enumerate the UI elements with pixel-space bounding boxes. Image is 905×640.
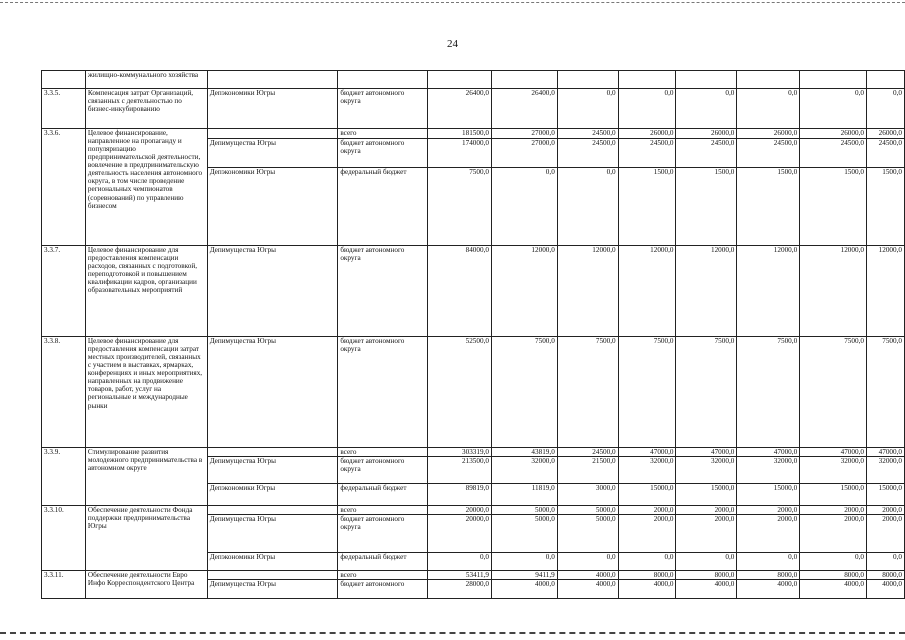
amount-cell: 24500,0	[557, 129, 618, 139]
amount-cell	[866, 71, 904, 89]
executor-cell: Депимущества Югры	[207, 457, 338, 484]
amount-cell: 0,0	[800, 553, 867, 571]
executor-cell	[207, 571, 338, 580]
table-row	[42, 129, 905, 139]
amount-cell: 89819,0	[428, 484, 492, 506]
item-name-cell: Целевое финансирование для предоставления компенсации затрат местных производителей, связанных с участием в выставках, ярмарках, конференциях и иных мероприятиях, направленных на продвижение товаров, работ, услуг на региональные и международные рынки	[85, 337, 207, 448]
amount-cell: 0,0	[618, 553, 676, 571]
amount-cell: 2000,0	[866, 515, 904, 553]
amount-cell: 1500,0	[866, 168, 904, 246]
amount-cell: 7500,0	[428, 168, 492, 246]
amount-cell: 2000,0	[800, 515, 867, 553]
amount-cell: 8000,0	[676, 571, 737, 580]
executor-cell: Депимущества Югры	[207, 337, 338, 448]
amount-cell: 4000,0	[737, 580, 800, 599]
amount-cell: 0,0	[491, 168, 557, 246]
amount-cell: 12000,0	[491, 246, 557, 337]
amount-cell	[676, 71, 737, 89]
executor-cell: Депимущества Югры	[207, 515, 338, 553]
amount-cell: 4000,0	[618, 580, 676, 599]
amount-cell: 7500,0	[618, 337, 676, 448]
amount-cell: 12000,0	[866, 246, 904, 337]
amount-cell: 5000,0	[491, 506, 557, 515]
item-name-cell: Целевое финансирование для предоставления компенсации расходов, связанных с подготовкой, переподготовкой и повышением квалификации кадров, организации образовательных мероприятий	[85, 246, 207, 337]
amount-cell: 181500,0	[428, 129, 492, 139]
table-row	[42, 571, 905, 580]
amount-cell: 27000,0	[491, 129, 557, 139]
table-row	[42, 448, 905, 457]
executor-cell: Депимущества Югры	[207, 139, 338, 168]
amount-cell: 26400,0	[491, 89, 557, 129]
amount-cell: 174000,0	[428, 139, 492, 168]
funding-source-cell: федеральный бюджет	[338, 484, 428, 506]
item-name-cell: жилищно-коммунального хозяйства	[85, 71, 207, 89]
item-number-cell	[42, 71, 86, 89]
amount-cell: 26000,0	[618, 129, 676, 139]
amount-cell: 0,0	[491, 553, 557, 571]
funding-source-cell: бюджет автономного округа	[338, 246, 428, 337]
amount-cell: 0,0	[866, 553, 904, 571]
executor-cell: Депимущества Югры	[207, 580, 338, 599]
amount-cell: 12000,0	[737, 246, 800, 337]
item-number-cell: 3.3.6.	[42, 129, 86, 246]
amount-cell: 5000,0	[557, 506, 618, 515]
funding-source-cell: бюджет автономного округа	[338, 139, 428, 168]
amount-cell: 4000,0	[491, 580, 557, 599]
amount-cell: 52500,0	[428, 337, 492, 448]
executor-cell: Депэкономики Югры	[207, 89, 338, 129]
amount-cell: 4000,0	[557, 571, 618, 580]
amount-cell: 0,0	[800, 89, 867, 129]
amount-cell: 8000,0	[800, 571, 867, 580]
amount-cell: 0,0	[618, 89, 676, 129]
amount-cell: 0,0	[428, 553, 492, 571]
item-name-cell: Обеспечение деятельности Фонда поддержки предпринимательства Югры	[85, 506, 207, 571]
amount-cell: 53411,9	[428, 571, 492, 580]
funding-source-cell: бюджет автономного	[338, 580, 428, 599]
amount-cell: 7500,0	[800, 337, 867, 448]
amount-cell: 0,0	[737, 553, 800, 571]
amount-cell: 303319,0	[428, 448, 492, 457]
amount-cell: 0,0	[557, 168, 618, 246]
amount-cell: 2000,0	[676, 506, 737, 515]
table-row	[42, 506, 905, 515]
amount-cell: 5000,0	[491, 515, 557, 553]
amount-cell: 24500,0	[557, 139, 618, 168]
item-name-cell: Стимулирование развития молодежного предпринимательства в автономном округе	[85, 448, 207, 506]
amount-cell: 0,0	[676, 553, 737, 571]
amount-cell: 0,0	[866, 89, 904, 129]
executor-cell: Депимущества Югры	[207, 246, 338, 337]
amount-cell: 32000,0	[618, 457, 676, 484]
amount-cell: 1500,0	[618, 168, 676, 246]
funding-source-cell: бюджет автономного округа	[338, 515, 428, 553]
executor-cell: Депэкономики Югры	[207, 168, 338, 246]
budget-table	[41, 70, 905, 599]
funding-source-cell: всего	[338, 129, 428, 139]
table-row	[42, 246, 905, 337]
amount-cell: 24500,0	[866, 139, 904, 168]
amount-cell: 4000,0	[557, 580, 618, 599]
executor-cell	[207, 506, 338, 515]
amount-cell: 3000,0	[557, 484, 618, 506]
funding-source-cell: всего	[338, 571, 428, 580]
amount-cell: 2000,0	[866, 506, 904, 515]
item-number-cell: 3.3.9.	[42, 448, 86, 506]
funding-source-cell: федеральный бюджет	[338, 168, 428, 246]
amount-cell: 7500,0	[737, 337, 800, 448]
amount-cell: 4000,0	[676, 580, 737, 599]
funding-source-cell: федеральный бюджет	[338, 553, 428, 571]
amount-cell: 15000,0	[866, 484, 904, 506]
item-name-cell: Целевое финансирование, направленное на пропаганду и популяризацию предпринимательской деятельности, вовлечение в предпринимательскую деятельность населения автономного округа, в том числе проведение региональных чемпионатов (соревнований) по управлению бизнесом	[85, 129, 207, 246]
amount-cell: 4000,0	[800, 580, 867, 599]
amount-cell: 28000,0	[428, 580, 492, 599]
amount-cell: 2000,0	[737, 506, 800, 515]
amount-cell: 27000,0	[491, 139, 557, 168]
amount-cell: 32000,0	[491, 457, 557, 484]
amount-cell: 15000,0	[676, 484, 737, 506]
amount-cell: 26000,0	[737, 129, 800, 139]
amount-cell: 24500,0	[676, 139, 737, 168]
executor-cell	[207, 448, 338, 457]
page-number: 24	[447, 38, 458, 50]
amount-cell: 7500,0	[491, 337, 557, 448]
amount-cell: 7500,0	[676, 337, 737, 448]
amount-cell: 0,0	[557, 89, 618, 129]
amount-cell: 9411,9	[491, 571, 557, 580]
funding-source-cell	[338, 71, 428, 89]
amount-cell: 8000,0	[866, 571, 904, 580]
amount-cell: 32000,0	[866, 457, 904, 484]
amount-cell: 12000,0	[557, 246, 618, 337]
table-row	[42, 337, 905, 448]
amount-cell: 213500,0	[428, 457, 492, 484]
amount-cell: 11819,0	[491, 484, 557, 506]
amount-cell: 7500,0	[557, 337, 618, 448]
executor-cell: Депэкономики Югры	[207, 553, 338, 571]
amount-cell: 84000,0	[428, 246, 492, 337]
amount-cell: 7500,0	[866, 337, 904, 448]
amount-cell: 43819,0	[491, 448, 557, 457]
amount-cell: 26400,0	[428, 89, 492, 129]
amount-cell: 5000,0	[557, 515, 618, 553]
amount-cell: 47000,0	[737, 448, 800, 457]
amount-cell: 21500,0	[557, 457, 618, 484]
amount-cell: 12000,0	[618, 246, 676, 337]
item-name-cell: Компенсация затрат Организаций, связанных с деятельностью по бизнес-инкубированию	[85, 89, 207, 129]
amount-cell: 4000,0	[866, 580, 904, 599]
amount-cell: 15000,0	[737, 484, 800, 506]
table-row	[42, 71, 905, 89]
amount-cell: 2000,0	[618, 515, 676, 553]
executor-cell	[207, 71, 338, 89]
amount-cell: 1500,0	[800, 168, 867, 246]
amount-cell	[557, 71, 618, 89]
amount-cell: 0,0	[676, 89, 737, 129]
amount-cell: 24500,0	[737, 139, 800, 168]
amount-cell: 2000,0	[618, 506, 676, 515]
item-number-cell: 3.3.10.	[42, 506, 86, 571]
amount-cell: 15000,0	[618, 484, 676, 506]
amount-cell: 0,0	[557, 553, 618, 571]
amount-cell	[737, 71, 800, 89]
amount-cell: 32000,0	[737, 457, 800, 484]
amount-cell: 2000,0	[800, 506, 867, 515]
item-number-cell: 3.3.8.	[42, 337, 86, 448]
amount-cell: 26000,0	[800, 129, 867, 139]
amount-cell: 2000,0	[737, 515, 800, 553]
item-name-cell: Обеспечение деятельности Евро Инфо Корреспондентского Центра	[85, 571, 207, 599]
amount-cell: 8000,0	[737, 571, 800, 580]
amount-cell: 47000,0	[866, 448, 904, 457]
amount-cell: 24500,0	[800, 139, 867, 168]
amount-cell: 0,0	[737, 89, 800, 129]
funding-source-cell: всего	[338, 506, 428, 515]
amount-cell: 24500,0	[618, 139, 676, 168]
amount-cell: 24500,0	[557, 448, 618, 457]
funding-source-cell: бюджет автономного округа	[338, 457, 428, 484]
amount-cell	[618, 71, 676, 89]
item-number-cell: 3.3.7.	[42, 246, 86, 337]
funding-source-cell: бюджет автономного округа	[338, 337, 428, 448]
funding-source-cell: бюджет автономного округа	[338, 89, 428, 129]
scan-bottom-edge	[0, 632, 905, 634]
amount-cell: 12000,0	[800, 246, 867, 337]
amount-cell: 20000,0	[428, 506, 492, 515]
amount-cell: 47000,0	[800, 448, 867, 457]
amount-cell: 15000,0	[800, 484, 867, 506]
amount-cell: 26000,0	[676, 129, 737, 139]
funding-source-cell: всего	[338, 448, 428, 457]
item-number-cell: 3.3.11.	[42, 571, 86, 599]
amount-cell: 8000,0	[618, 571, 676, 580]
amount-cell	[800, 71, 867, 89]
amount-cell: 32000,0	[800, 457, 867, 484]
amount-cell: 32000,0	[676, 457, 737, 484]
amount-cell: 12000,0	[676, 246, 737, 337]
amount-cell: 1500,0	[737, 168, 800, 246]
amount-cell: 20000,0	[428, 515, 492, 553]
table-row	[42, 89, 905, 129]
scan-top-edge	[0, 2, 905, 3]
amount-cell: 47000,0	[618, 448, 676, 457]
executor-cell	[207, 129, 338, 139]
executor-cell: Депэкономики Югры	[207, 484, 338, 506]
amount-cell	[491, 71, 557, 89]
amount-cell: 47000,0	[676, 448, 737, 457]
amount-cell: 2000,0	[676, 515, 737, 553]
amount-cell: 26000,0	[866, 129, 904, 139]
amount-cell	[428, 71, 492, 89]
amount-cell: 1500,0	[676, 168, 737, 246]
item-number-cell: 3.3.5.	[42, 89, 86, 129]
